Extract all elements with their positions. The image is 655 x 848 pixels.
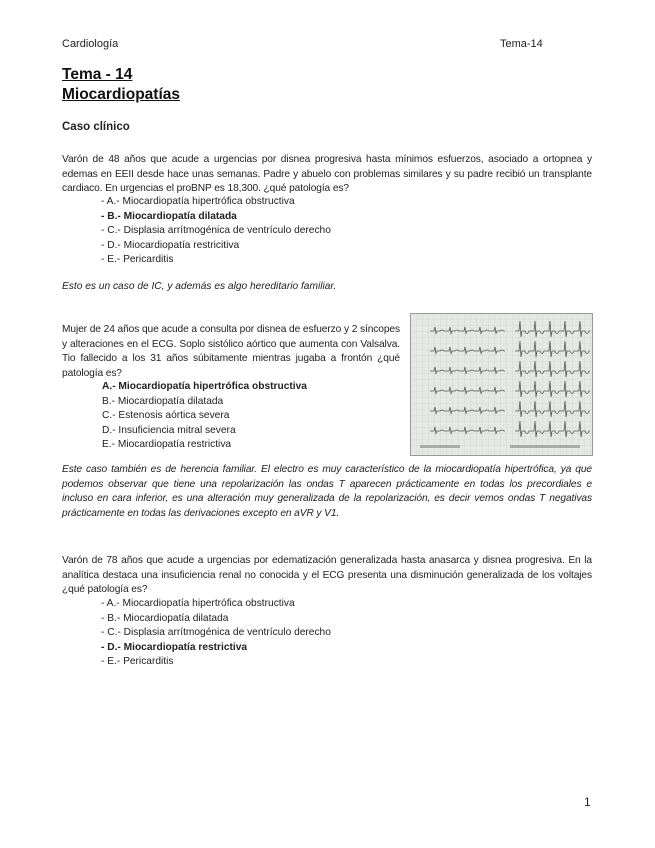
case2-text: Mujer de 24 años que acude a consulta por disnea de esfuerzo y 2 síncopes y alteraciones en el ECG. Soplo sistólico aórtico que aumenta con Valsalva. Tio fallecido a los 31 años súbitamente mientras jugaba a frontón ¿qué patología es?: [62, 324, 400, 379]
section-heading: Caso clínico: [62, 121, 130, 133]
case1-option-a: - A.- Miocardiopatía hipertrófica obstructiva: [101, 196, 295, 207]
topic-title: Tema - 14: [62, 66, 133, 83]
case2-option-b: B.- Miocardiopatía dilatada: [102, 395, 224, 407]
case2-option-c: C.- Estenosis aórtica severa: [102, 410, 230, 421]
case3-option-d: - D.- Miocardiopatía restrictiva: [101, 641, 248, 653]
case3-text: Varón de 78 años que acude a urgencias por edematización generalizada hasta anasarca y disnea progresiva. En la analítica destaca una insuficiencia renal no conocida y el ECG presenta una disminución generalizada de los voltajes ¿qué patología es?: [62, 555, 592, 595]
case3-option-c: - C.- Displasia arrítmogénica de ventrículo derecho: [101, 627, 331, 638]
case1-option-b: - B.- Miocardiopatía dilatada: [101, 210, 237, 222]
case1-comment: Esto es un caso de IC, y además es algo hereditario familiar.: [62, 281, 337, 292]
case2-option-d: D.- Insuficiencia mitral severa: [102, 424, 236, 436]
page-number: 1: [584, 795, 591, 809]
case1-option-d: - D.- Miocardiopatía restricitiva: [101, 239, 240, 251]
case2-options: [102, 380, 307, 453]
case1-text: Varón de 48 años que acude a urgencias por disnea progresiva hasta mínimos esfuerzos, asociado a ortopnea y edemas en EEII desde hace unas semanas. Padre y abuelo con problemas similares y su padre recibió un transplante cardiaco. En urgencias el proBNP es 18,300. ¿qué patología es?: [62, 154, 592, 194]
case1-options: [101, 195, 331, 268]
page-title: Miocardiopatías: [62, 86, 180, 103]
case2-option-e: E.- Miocardiopatía restrictiva: [102, 439, 232, 450]
case3-option-e: - E.- Pericarditis: [101, 656, 174, 667]
case1-option-e: - E.- Pericarditis: [101, 254, 174, 265]
ecg-image: [410, 313, 593, 456]
header-left: Cardiología: [62, 38, 119, 50]
case1-option-c: - C.- Displasia arrítmogénica de ventrículo derecho: [101, 225, 331, 236]
header-right: Tema-14: [500, 38, 543, 50]
case3-options: [101, 597, 331, 670]
case3-option-a: - A.- Miocardiopatía hipertrófica obstructiva: [101, 598, 295, 609]
case2-comment: Este caso también es de herencia familiar. El electro es muy característico de la miocardiopatía hipertrófica, ya que podemos observar que tiene una repolarización las ondas T aparecen prácticamente en todas los precordiales e incluso en cara inferior, es una alteración muy generalizada de la repolarización, es decir vemos ondas T negativas prácticamente en todas las derivaciones excepto en aVR y V1.: [62, 464, 592, 519]
case2-option-a: A.- Miocardiopatía hipertrófica obstructiva: [102, 381, 307, 392]
case3-option-b: - B.- Miocardiopatía dilatada: [101, 612, 229, 624]
